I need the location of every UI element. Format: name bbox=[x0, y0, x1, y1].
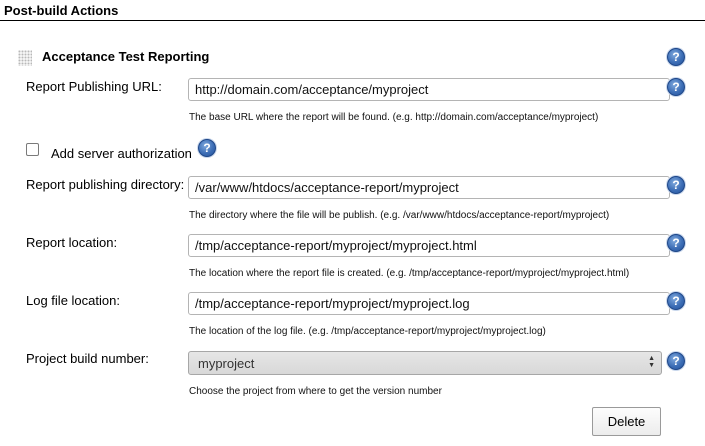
report-location-description: The location where the report file is created. (e.g. /tmp/acceptance-report/myproject/myproject.html) bbox=[189, 268, 630, 279]
drag-handle-icon[interactable] bbox=[18, 50, 32, 66]
report-location-input[interactable] bbox=[188, 234, 670, 257]
report-location-label: Report location: bbox=[26, 235, 118, 250]
publishing-url-label: Report Publishing URL: bbox=[26, 79, 162, 94]
server-auth-help-icon[interactable]: ? bbox=[198, 139, 216, 157]
server-auth-label: Add server authorization bbox=[51, 146, 192, 161]
section-divider bbox=[0, 20, 705, 21]
block-help-icon[interactable]: ? bbox=[667, 48, 685, 66]
report-location-help-icon[interactable]: ? bbox=[667, 234, 685, 252]
log-location-help-icon[interactable]: ? bbox=[667, 292, 685, 310]
delete-button[interactable]: Delete bbox=[592, 407, 661, 436]
publishing-url-help-icon[interactable]: ? bbox=[667, 78, 685, 96]
publishing-dir-help-icon[interactable]: ? bbox=[667, 176, 685, 194]
publishing-url-input[interactable] bbox=[188, 78, 670, 101]
log-location-input[interactable] bbox=[188, 292, 670, 315]
publishing-url-description: The base URL where the report will be found. (e.g. http://domain.com/acceptance/myproject) bbox=[189, 112, 599, 123]
server-auth-checkbox[interactable] bbox=[26, 143, 39, 156]
log-location-description: The location of the log file. (e.g. /tmp/acceptance-report/myproject/myproject.log) bbox=[189, 326, 546, 337]
select-arrows-icon: ▲ ▼ bbox=[648, 355, 655, 369]
section-title: Post-build Actions bbox=[4, 3, 119, 18]
block-title: Acceptance Test Reporting bbox=[42, 49, 210, 64]
build-number-label: Project build number: bbox=[26, 351, 149, 366]
publishing-dir-label: Report publishing directory: bbox=[26, 177, 185, 192]
build-number-selected-value: myproject bbox=[198, 356, 255, 371]
publishing-dir-description: The directory where the file will be publish. (e.g. /var/www/htdocs/acceptance-report/myproject) bbox=[189, 210, 610, 221]
build-number-select[interactable] bbox=[188, 351, 662, 375]
publishing-dir-input[interactable] bbox=[188, 176, 670, 199]
log-location-label: Log file location: bbox=[26, 293, 120, 308]
build-number-help-icon[interactable]: ? bbox=[667, 352, 685, 370]
build-number-description: Choose the project from where to get the version number bbox=[189, 386, 442, 397]
